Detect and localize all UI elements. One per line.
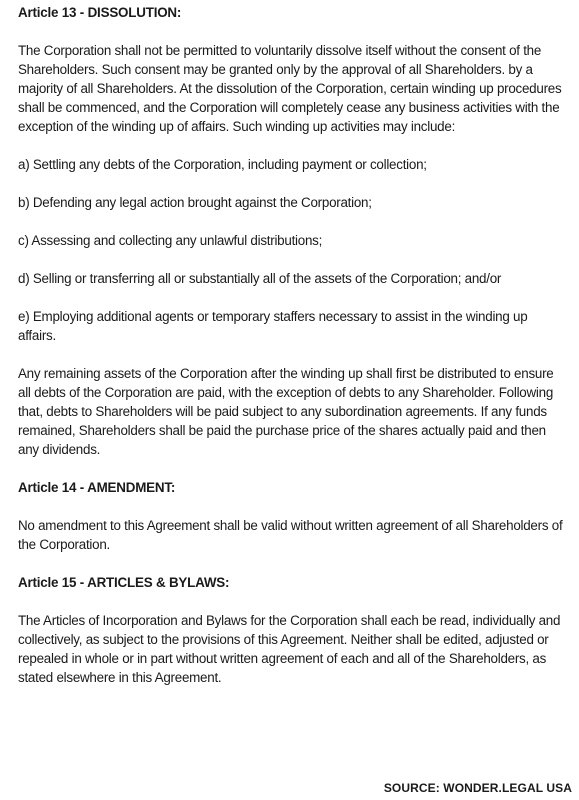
- spacer: [18, 174, 563, 193]
- article-14-body: No amendment to this Agreement shall be valid without written agreement of all Shareholders of the Corporation.: [18, 518, 563, 552]
- spacer: [18, 459, 563, 478]
- spacer: [18, 250, 563, 269]
- article-13-item-b: b) Defending any legal action brought against the Corporation;: [18, 195, 372, 210]
- article-15-heading: Article 15 - ARTICLES & BYLAWS:: [18, 575, 230, 590]
- article-13-closing: Any remaining assets of the Corporation after the winding up shall first be distributed to ensure all debts of the Corporation are paid, with the exception of debts to any Shareholder. Following that, debts to Shareholders will be paid subject to any subordination agreements. If any funds remained, Shareholders shall be paid the purchase price of the shares actually paid and then any dividends.: [18, 366, 554, 457]
- article-13-item-a: a) Settling any debts of the Corporation, including payment or collection;: [18, 157, 427, 172]
- spacer: [18, 22, 563, 41]
- spacer: [18, 212, 563, 231]
- spacer: [18, 554, 563, 573]
- source-credit: SOURCE: WONDER.LEGAL USA: [383, 781, 572, 795]
- article-13-item-d: d) Selling or transferring all or substantially all of the assets of the Corporation; and/or: [18, 271, 502, 286]
- spacer: [18, 136, 563, 155]
- article-15-body: The Articles of Incorporation and Bylaws for the Corporation shall each be read, individually and collectively, as subject to the provisions of this Agreement. Neither shall be edited, adjusted or repealed in whole or in part without written agreement of each and all of the Shareholders, as stated elsewhere in this Agreement.: [18, 613, 561, 685]
- article-13-item-e: e) Employing additional agents or temporary staffers necessary to assist in the winding up affairs.: [18, 309, 528, 343]
- spacer: [18, 288, 563, 307]
- spacer: [18, 345, 563, 364]
- document-page: [18, 3, 563, 687]
- spacer: [18, 497, 563, 516]
- article-13-intro: The Corporation shall not be permitted to voluntarily dissolve itself without the consent of the Shareholders. Such consent may be granted only by the approval of all Shareholders. by a majority of all Shareholders. At the dissolution of the Corporation, certain winding up procedures shall be commenced, and the Corporation will completely cease any business activities with the exception of the winding up of affairs. Such winding up activities may include:: [18, 43, 562, 134]
- article-13-item-c: c) Assessing and collecting any unlawful distributions;: [18, 233, 323, 248]
- spacer: [18, 592, 563, 611]
- article-13-heading: Article 13 - DISSOLUTION:: [18, 5, 182, 20]
- article-14-heading: Article 14 - AMENDMENT:: [18, 480, 176, 495]
